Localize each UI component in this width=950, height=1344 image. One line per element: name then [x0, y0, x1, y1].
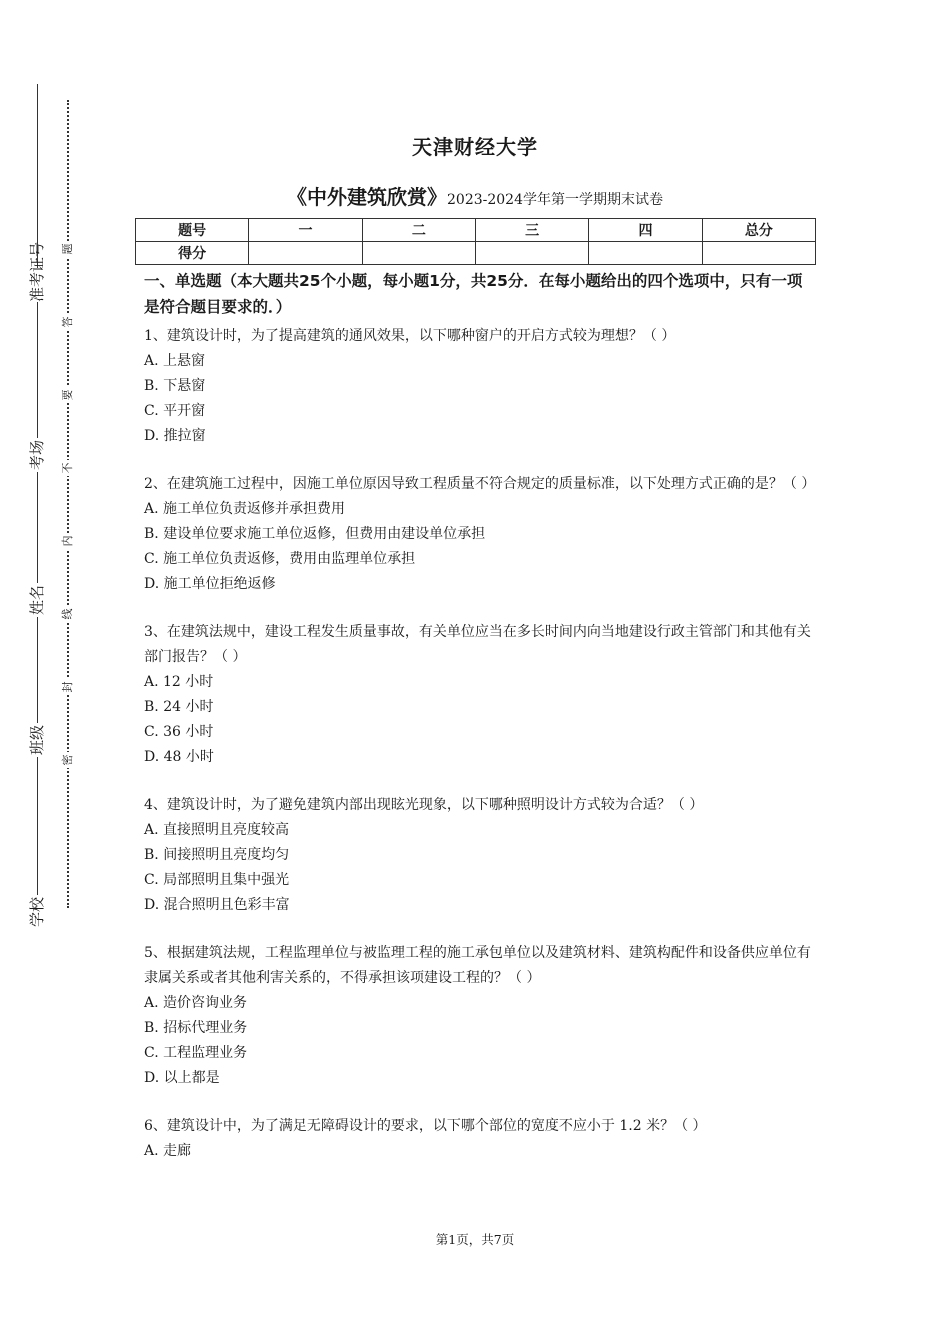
- seal-char: 不: [62, 460, 74, 476]
- option-a: A. 造价咨询业务: [144, 995, 248, 1011]
- option-d: D. 48 小时: [144, 749, 214, 765]
- section-heading: 一、单选题（本大题共25个小题，每小题1分，共25分．在每小题给出的四个选项中，只有一项是符合题目要求的．）: [144, 272, 803, 316]
- question-text: 5、根据建筑法规，工程监理单位与被监理工程的施工承包单位以及建筑材料、建筑构配件和设备供应单位有隶属关系或者其他利害关系的，不得承担该项建设工程的？（ ）: [144, 945, 811, 986]
- option-c: C. 工程监理业务: [144, 1045, 248, 1061]
- table-cell: [475, 242, 588, 265]
- exam-content: [144, 268, 816, 1187]
- option-c: C. 局部照明且集中强光: [144, 872, 290, 888]
- table-cell: [249, 242, 362, 265]
- question-text: 1、建筑设计时，为了提高建筑的通风效果，以下哪种窗户的开启方式较为理想？（ ）: [144, 328, 676, 344]
- seal-char: 内: [62, 533, 74, 549]
- question-text: 6、建筑设计中，为了满足无障碍设计的要求，以下哪个部位的宽度不应小于 1.2 米？（ ）: [144, 1118, 707, 1134]
- option-a: A. 12 小时: [144, 674, 214, 690]
- course-name: 《中外建筑欣赏》: [287, 185, 447, 209]
- seal-char: 题: [62, 241, 74, 257]
- option-a: A. 走廊: [144, 1143, 192, 1159]
- exam-subtitle: [0, 181, 950, 210]
- option-c: C. 36 小时: [144, 724, 214, 740]
- field-school: 学校: [28, 897, 46, 928]
- field-exam-room: 考场: [28, 440, 46, 471]
- page-number: 第1页，共7页: [435, 1232, 515, 1247]
- seal-char: 答: [62, 314, 74, 330]
- table-cell: [702, 242, 815, 265]
- option-a: A. 上悬窗: [144, 353, 206, 369]
- option-d: D. 施工单位拒绝返修: [144, 576, 276, 592]
- option-a: A. 施工单位负责返修并承担费用: [144, 501, 346, 517]
- option-b: B. 24 小时: [144, 699, 214, 715]
- question-3: [144, 620, 816, 770]
- table-cell: 题号: [136, 219, 249, 242]
- score-table-score-row: [136, 242, 816, 265]
- university-title: 天津财经大学: [412, 135, 538, 159]
- option-b: B. 下悬窗: [144, 378, 206, 394]
- table-cell: 三: [475, 219, 588, 242]
- option-b: B. 招标代理业务: [144, 1020, 248, 1036]
- table-cell: 二: [362, 219, 475, 242]
- option-b: B. 建设单位要求施工单位返修，但费用由建设单位承担: [144, 526, 486, 542]
- question-2: [144, 472, 816, 597]
- score-table-header-row: [136, 219, 816, 242]
- option-a: A. 直接照明且亮度较高: [144, 822, 290, 838]
- question-1: [144, 324, 816, 449]
- question-5: [144, 941, 816, 1091]
- field-exam-number: 准考证号: [28, 241, 46, 302]
- table-cell: 一: [249, 219, 362, 242]
- field-class: 班级: [28, 725, 46, 756]
- question-text: 2、在建筑施工过程中，因施工单位原因导致工程质量不符合规定的质量标准，以下处理方式正确的是？（ ）: [144, 476, 816, 492]
- table-cell: [589, 242, 702, 265]
- option-c: C. 平开窗: [144, 403, 206, 419]
- option-b: B. 间接照明且亮度均匀: [144, 847, 290, 863]
- option-d: D. 以上都是: [144, 1070, 220, 1086]
- question-text: 3、在建筑法规中，建设工程发生质量事故，有关单位应当在多长时间内向当地建设行政主管部门和其他有关部门报告？（ ）: [144, 624, 811, 665]
- seal-char: 封: [62, 679, 74, 695]
- table-cell: 得分: [136, 242, 249, 265]
- table-cell: [362, 242, 475, 265]
- seal-char: 线: [62, 606, 74, 622]
- exam-term: 2023-2024学年第一学期期末试卷: [447, 192, 663, 208]
- score-table: [135, 218, 816, 265]
- option-d: D. 混合照明且色彩丰富: [144, 897, 290, 913]
- option-d: D. 推拉窗: [144, 428, 206, 444]
- table-cell: 总分: [702, 219, 815, 242]
- question-4: [144, 793, 816, 918]
- binding-dotted-line: [67, 100, 69, 908]
- question-6: [144, 1114, 816, 1164]
- seal-char: 要: [62, 387, 74, 403]
- table-cell: 四: [589, 219, 702, 242]
- field-name: 姓名: [28, 585, 46, 616]
- seal-char: 密: [62, 752, 74, 768]
- option-c: C. 施工单位负责返修，费用由监理单位承担: [144, 551, 416, 567]
- question-text: 4、建筑设计时，为了避免建筑内部出现眩光现象，以下哪种照明设计方式较为合适？（ ）: [144, 797, 704, 813]
